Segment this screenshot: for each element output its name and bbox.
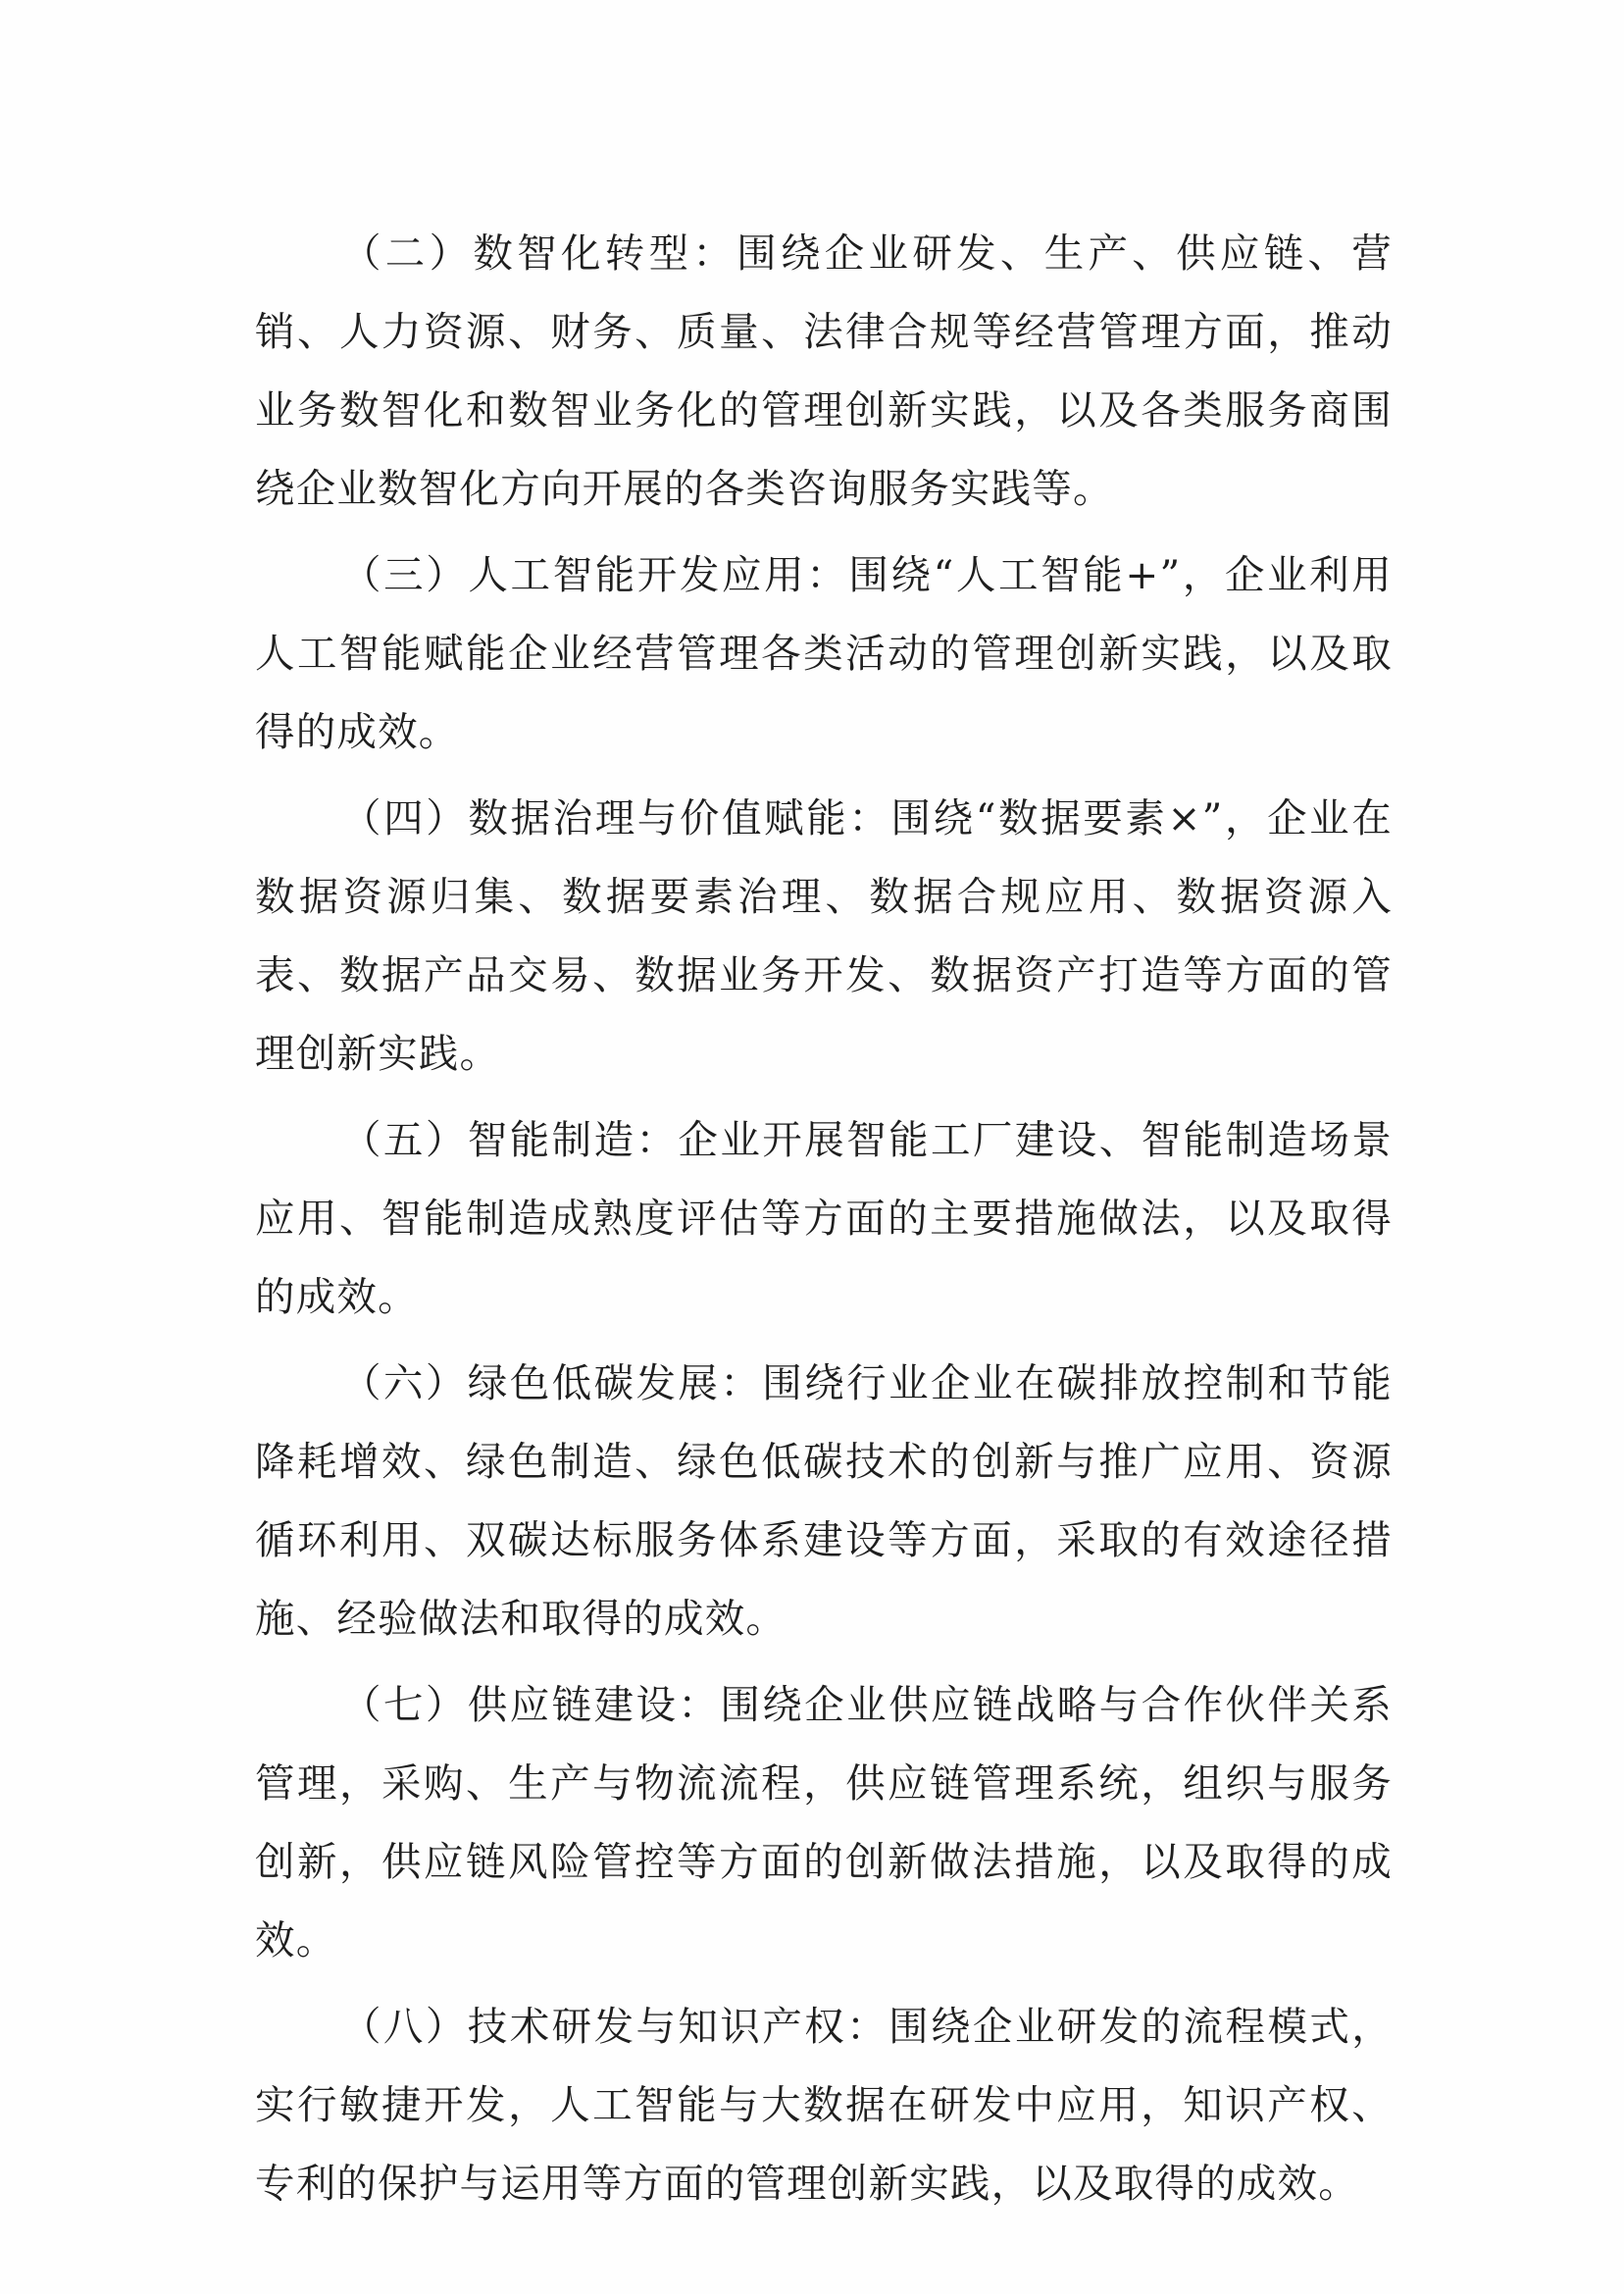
paragraph-ai-application: （三）人工智能开发应用：围绕“人工智能+”，企业利用人工智能赋能企业经营管理各类活动的管理创新实践，以及取得的成效。	[255, 551, 1393, 755]
paragraph-intelligent-manufacturing: （五）智能制造：企业开展智能工厂建设、智能制造场景应用、智能制造成熟度评估等方面的主要措施做法，以及取得的成效。	[255, 1116, 1393, 1320]
paragraph-rd-ip: （八）技术研发与知识产权：围绕企业研发的流程模式，实行敏捷开发，人工智能与大数据在研发中应用，知识产权、专利的保护与运用等方面的管理创新实践，以及取得的成效。	[255, 2003, 1393, 2207]
paragraph-digital-transformation: （二）数智化转型：围绕企业研发、生产、供应链、营销、人力资源、财务、质量、法律合规等经营管理方面，推动业务数智化和数智业务化的管理创新实践，以及各类服务商围绕企业数智化方向开展的各类咨询服务实践等。	[255, 229, 1393, 512]
document-body	[255, 214, 1393, 2230]
paragraph-supply-chain: （七）供应链建设：围绕企业供应链战略与合作伙伴关系管理，采购、生产与物流流程，供应链管理系统，组织与服务创新，供应链风险管控等方面的创新做法措施，以及取得的成效。	[255, 1681, 1393, 1963]
paragraph-data-governance: （四）数据治理与价值赋能：围绕“数据要素×”，企业在数据资源归集、数据要素治理、数据合规应用、数据资源入表、数据产品交易、数据业务开发、数据资产打造等方面的管理创新实践。	[255, 794, 1393, 1077]
paragraph-green-low-carbon: （六）绿色低碳发展：围绕行业企业在碳排放控制和节能降耗增效、绿色制造、绿色低碳技术的创新与推广应用、资源循环利用、双碳达标服务体系建设等方面，采取的有效途径措施、经验做法和取得的成效。	[255, 1359, 1393, 1642]
